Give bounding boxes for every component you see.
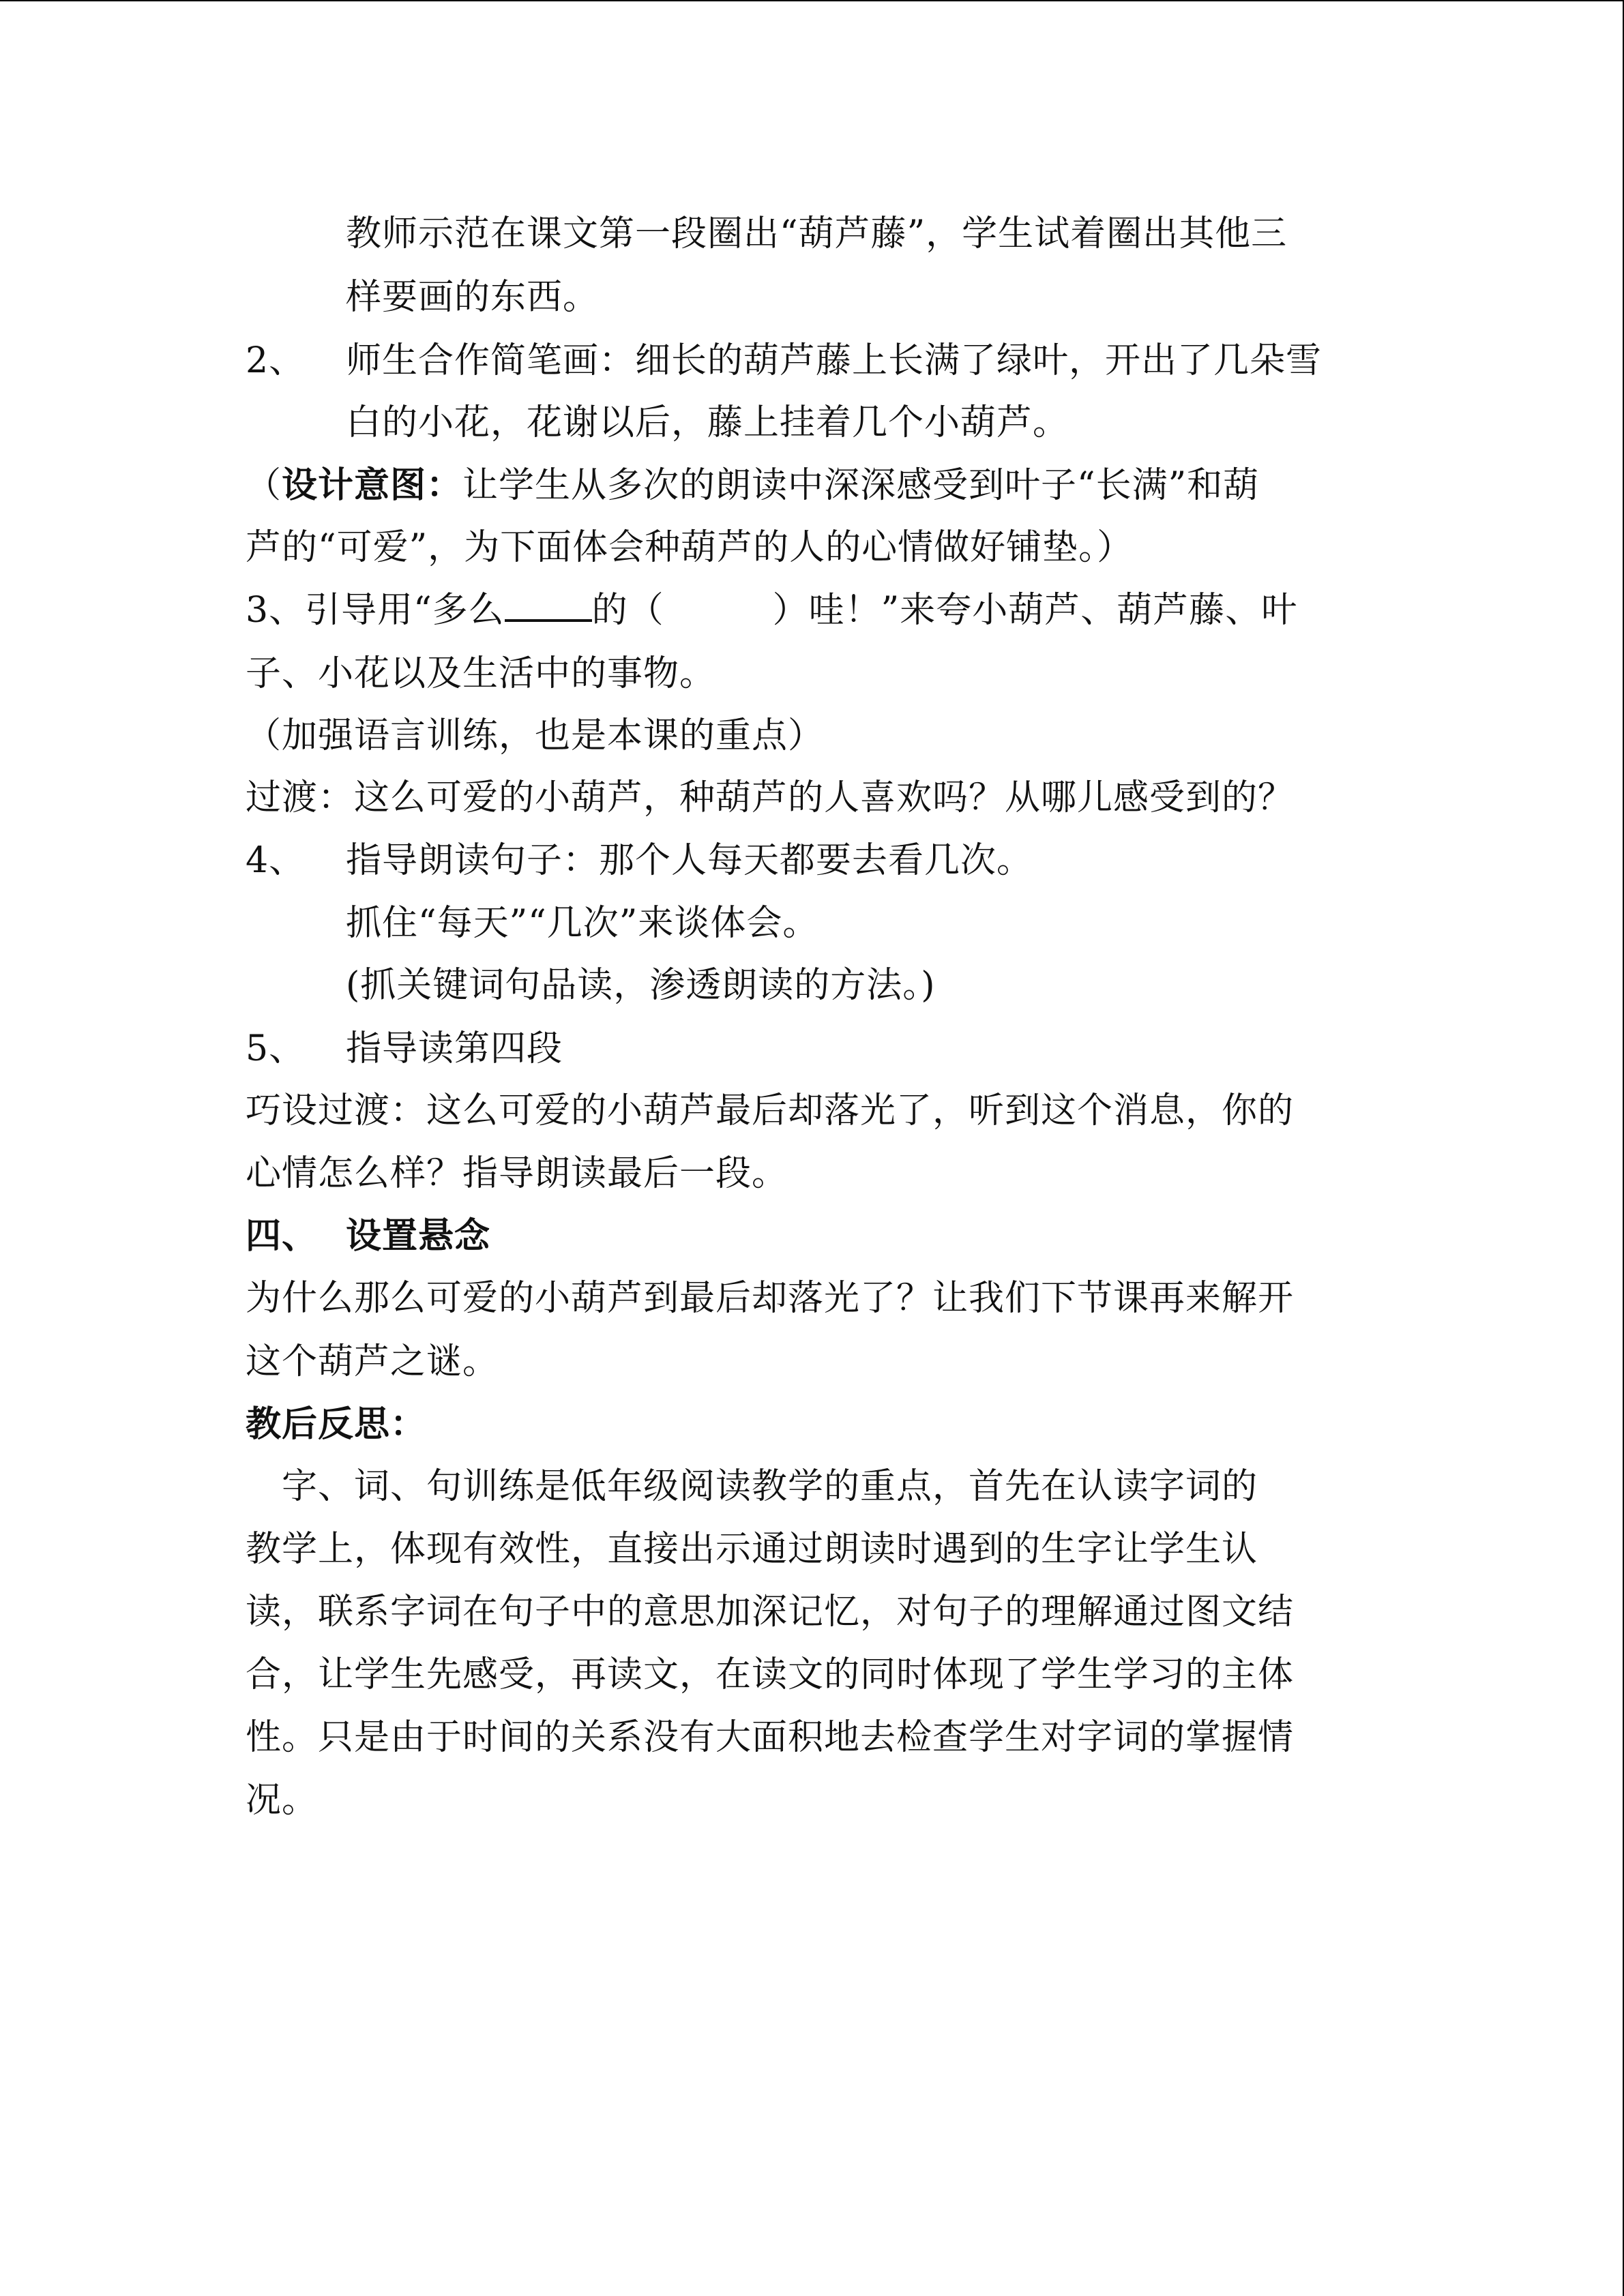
text-line-12: 抓住“每天”“几次”来谈体会。 [346, 903, 819, 944]
reflection-line-3: 读，联系字词在句子中的意思加深记忆，对句子的理解通过图文结 [246, 1592, 1295, 1632]
list-item-2 [246, 340, 1322, 382]
transition-line: 过渡：这么可爱的小葫芦，种葫芦的人喜欢吗？从哪儿感受到的？ [246, 777, 1295, 818]
design-intent-text: 让学生从多次的朗读中深深感受到叶子“长满”和葫 [462, 465, 1260, 506]
reflection-line-4: 合，让学生先感受，再读文，在读文的同时体现了学生学习的主体 [246, 1654, 1295, 1695]
open-paren: （ [246, 465, 282, 506]
list-item-5 [246, 1028, 563, 1070]
text-line-9: （加强语言训练，也是本课的重点） [246, 715, 825, 756]
text-line-8: 子、小花以及生活中的事物。 [246, 653, 716, 694]
reflection-line-6: 况。 [246, 1780, 319, 1821]
text-line-19: 这个葫芦之谜。 [246, 1341, 499, 1382]
reflection-heading: 教后反思： [246, 1403, 427, 1445]
text-line-16: 心情怎么样？指导朗读最后一段。 [246, 1153, 788, 1194]
list-item-4 [246, 839, 1033, 882]
design-intent-line [246, 464, 1259, 507]
text-line-2: 样要画的东西。 [346, 277, 600, 318]
text-line-6: 芦的“可爱”，为下面体会种葫芦的人的心情做好铺垫。） [246, 527, 1134, 568]
section-title: 设置悬念 [346, 1215, 491, 1257]
reflection-line-2: 教学上，体现有效性，直接出示通过朗读时遇到的生字让学生认 [246, 1529, 1258, 1570]
fill-in-blank [505, 589, 592, 622]
reflection-line-1: 字、词、句训练是低年级阅读教学的重点，首先在认读字词的 [246, 1466, 1258, 1507]
list-number: 4、 [246, 840, 306, 881]
text-line-4: 白的小花，花谢以后，藤上挂着几个小葫芦。 [346, 402, 1069, 443]
section-heading-4 [246, 1215, 490, 1257]
list-text: 师生合作简笔画：细长的葫芦藤上长满了绿叶，开出了几朵雪 [346, 340, 1323, 381]
list-item-3 [246, 589, 1297, 631]
list-item-3-prefix: 3、引导用“多么 [246, 590, 505, 631]
list-text: 指导朗读句子：那个人每天都要去看几次。 [346, 840, 1033, 881]
list-item-3-suffix: 的（ ）哇！”来夸小葫芦、葫芦藤、叶 [591, 590, 1298, 631]
text-line-18: 为什么那么可爱的小葫芦到最后却落光了？让我们下节课再来解开 [246, 1278, 1295, 1319]
section-number: 四、 [246, 1215, 319, 1257]
reflection-line-5: 性。只是由于时间的关系没有大面积地去检查学生对字词的掌握情 [246, 1717, 1295, 1758]
text-line-15: 巧设过渡：这么可爱的小葫芦最后却落光了，听到这个消息，你的 [246, 1090, 1295, 1131]
text-line-13: (抓关键词句品读，渗透朗读的方法。) [346, 965, 936, 1006]
list-text: 指导读第四段 [346, 1028, 563, 1069]
list-number: 5、 [246, 1028, 306, 1069]
design-intent-label: 设计意图： [282, 464, 463, 506]
list-number: 2、 [246, 340, 306, 381]
text-line-1: 教师示范在课文第一段圈出“葫芦藤”，学生试着圈出其他三 [346, 213, 1288, 254]
